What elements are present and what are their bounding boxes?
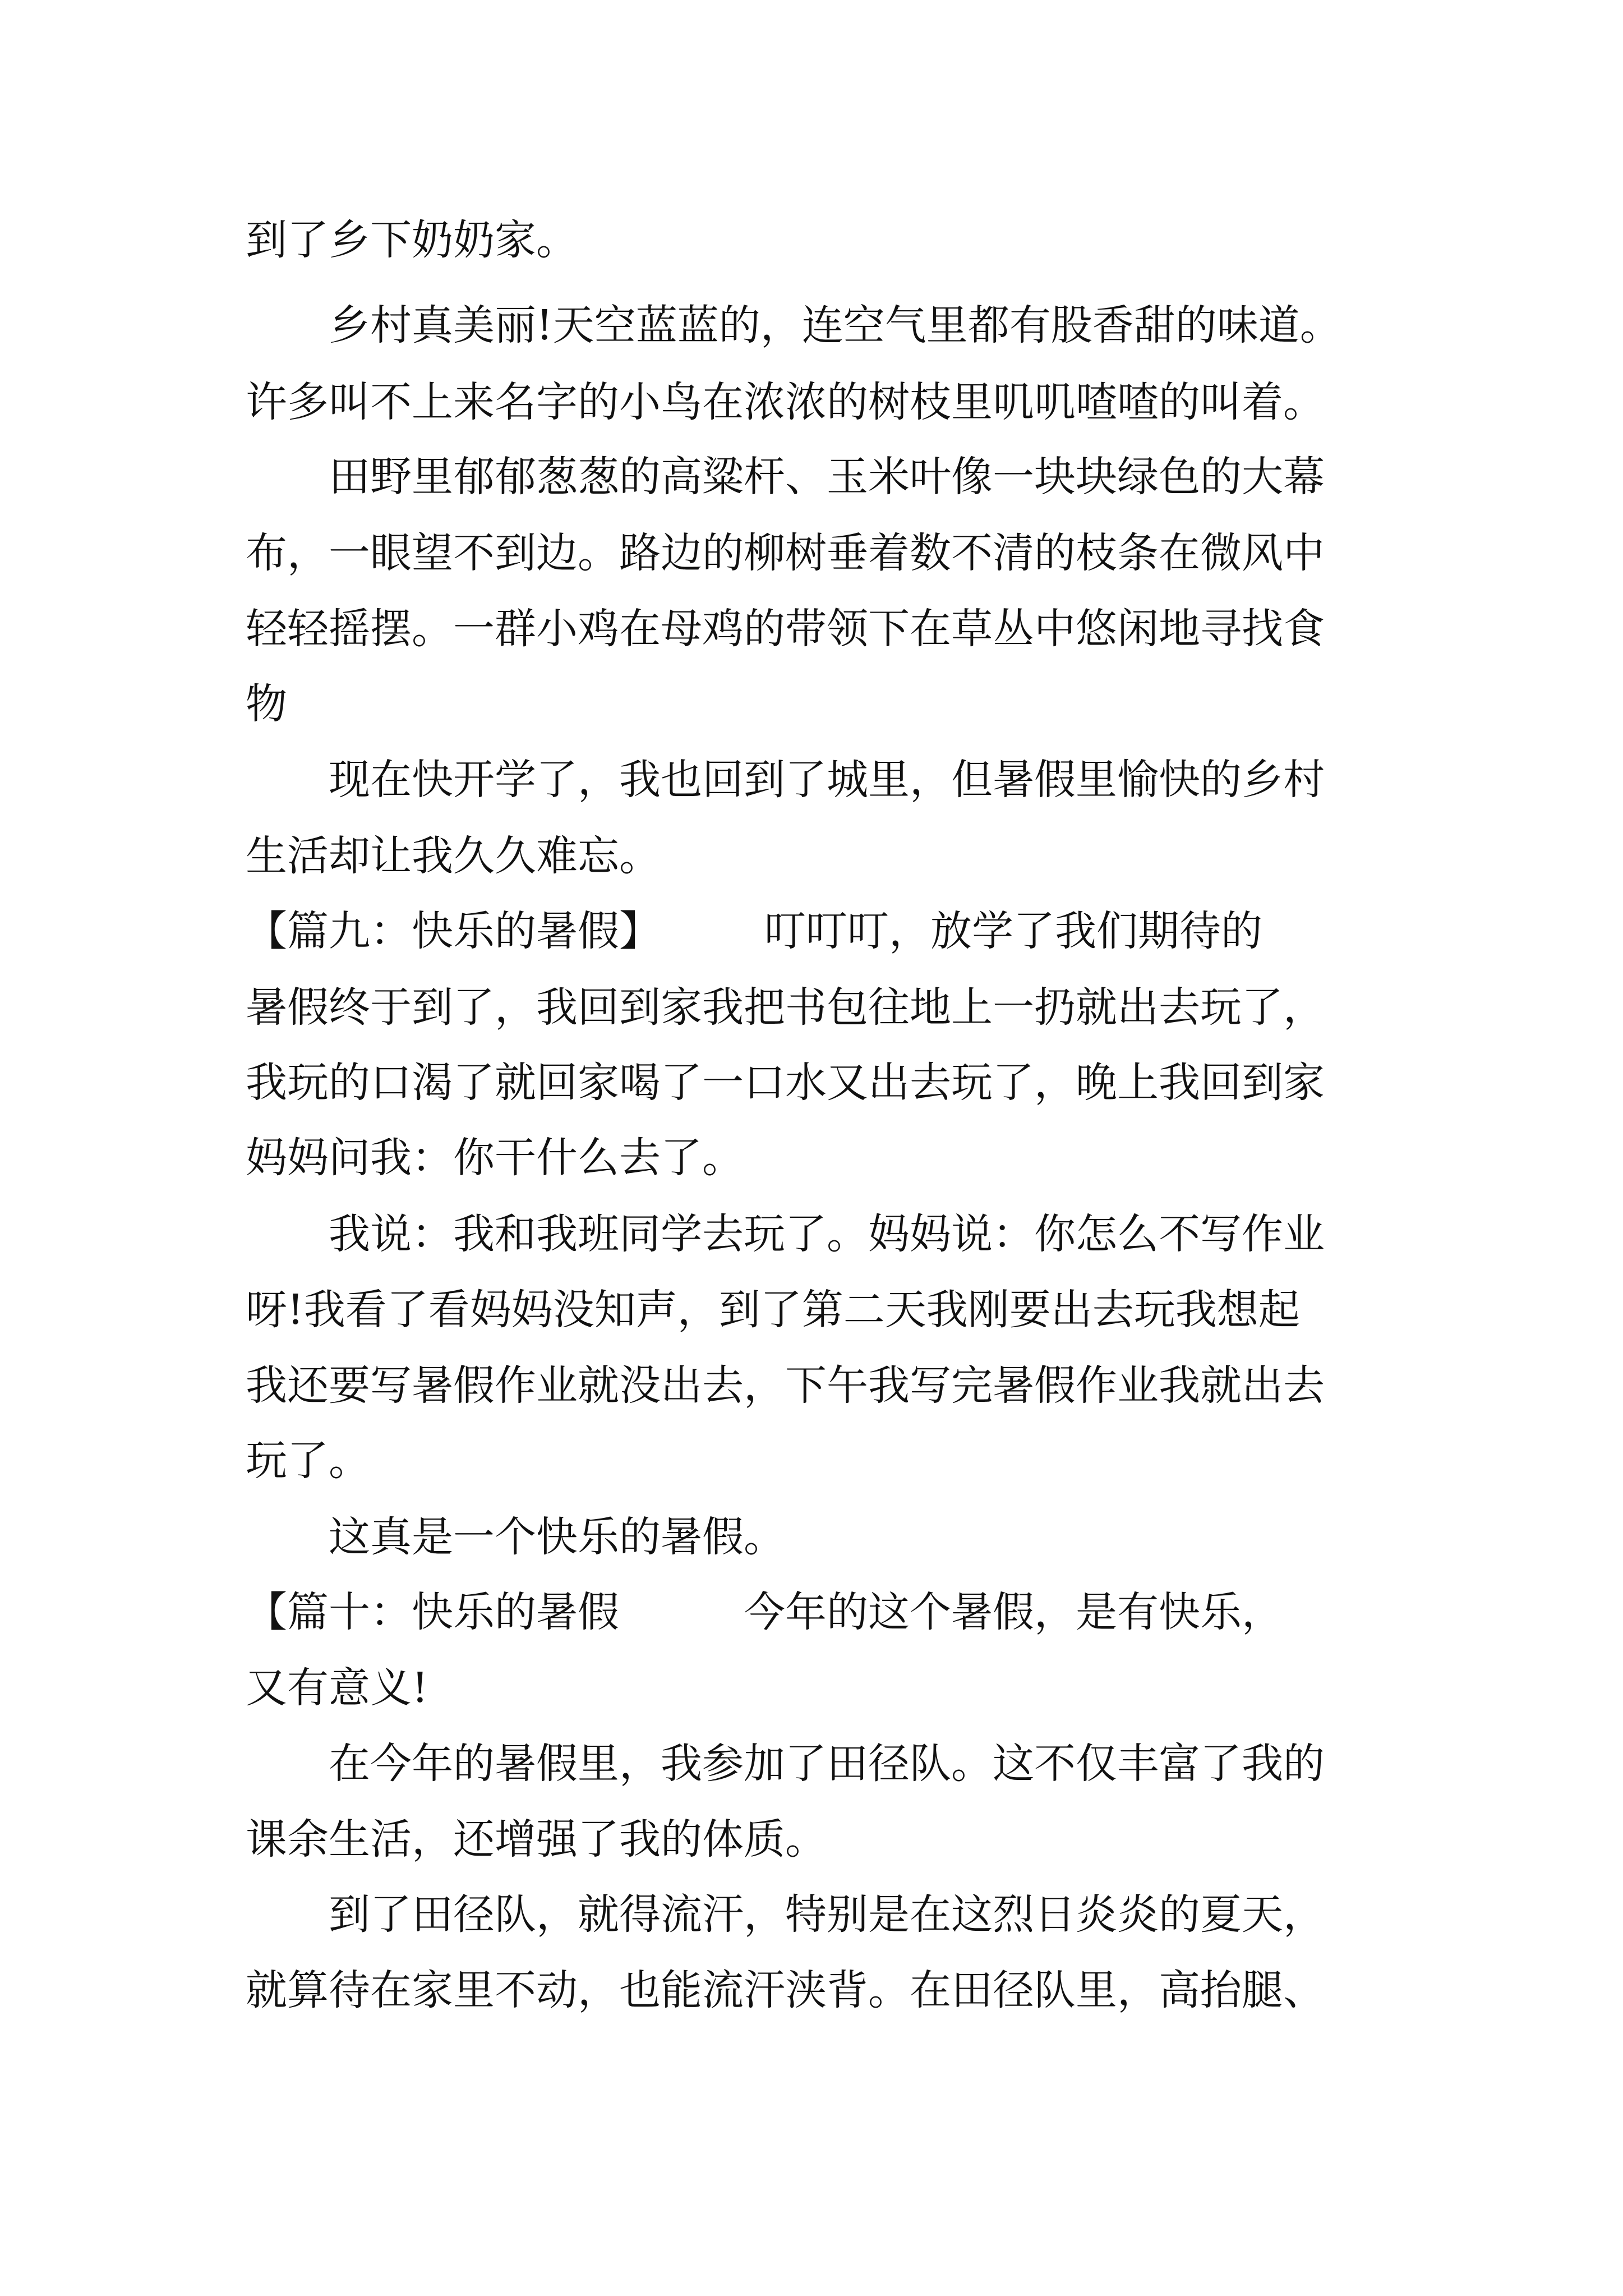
text-line: 又有意义! [246,1664,428,1712]
text-line: 这真是一个快乐的暑假。 [246,1513,785,1561]
text-line: 玩了。 [246,1437,370,1485]
text-line: 布，一眼望不到边。路边的柳树垂着数不清的枝条在微风中 [246,529,1325,577]
text-line: 乡村真美丽!天空蓝蓝的，连空气里都有股香甜的味道。 [246,301,1341,349]
text-line: 许多叫不上来名字的小鸟在浓浓的树枝里叽叽喳喳的叫着。 [246,378,1325,426]
text-line: 田野里郁郁葱葱的高粱杆、玉米叶像一块块绿色的大幕 [246,453,1325,501]
text-line: 轻轻摇摆。一群小鸡在母鸡的带领下在草丛中悠闲地寻找食 [246,605,1325,653]
text-line: 呀!我看了看妈妈没知声，到了第二天我刚要出去玩我想起 [246,1286,1300,1334]
text-line: 生活却让我久久难忘。 [246,832,661,880]
text-line: 在今年的暑假里，我参加了田径队。这不仅丰富了我的 [246,1740,1325,1788]
text-line: 课余生活，还增强了我的体质。 [246,1815,827,1864]
text-line: 现在快开学了，我也回到了城里，但暑假里愉快的乡村 [246,756,1325,804]
text-line: 妈妈问我：你干什么去了。 [246,1134,744,1182]
text-line: 物 [246,680,287,728]
text-line: 【篇九：快乐的暑假】 叮叮叮，放学了我们期待的 [246,907,1262,955]
text-line: 暑假终于到了，我回到家我把书包往地上一扔就出去玩了， [246,983,1325,1032]
text-line: 我说：我和我班同学去玩了。妈妈说：你怎么不写作业 [246,1210,1325,1258]
text-line: 到了乡下奶奶家。 [246,216,578,264]
text-line: 【篇十：快乐的暑假 今年的这个暑假，是有快乐， [246,1588,1283,1636]
text-line: 我玩的口渴了就回家喝了一口水又出去玩了，晚上我回到家 [246,1059,1325,1107]
text-line: 就算待在家里不动，也能流汗浃背。在田径队里，高抬腿、 [246,1966,1325,2014]
text-line: 我还要写暑假作业就没出去，下午我写完暑假作业我就出去 [246,1361,1325,1410]
text-line: 到了田径队，就得流汗，特别是在这烈日炎炎的夏天， [246,1890,1325,1939]
